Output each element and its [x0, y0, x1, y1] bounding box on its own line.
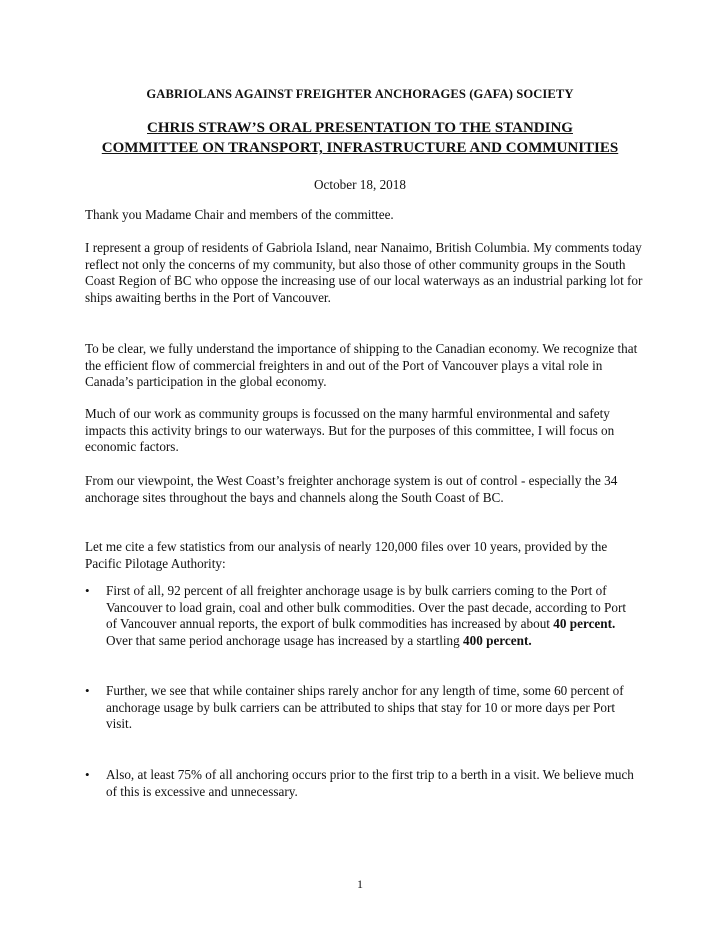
- page-number: 1: [357, 877, 363, 891]
- list-item-text: Further, we see that while container ships rarely anchor for any length of time, some 60 percent of anchorage usage by bulk carriers can be attributed to ships that stay for 10 or more days per Port visit.: [106, 683, 624, 732]
- paragraph-statistics-intro: Let me cite a few statistics from our analysis of nearly 120,000 files over 10 years, provided by the Pacific Pilotage Authority:: [85, 539, 608, 571]
- bullet-icon: •: [85, 683, 90, 698]
- bullet-icon: •: [85, 583, 90, 598]
- highlight-40-percent: 40 percent.: [553, 616, 616, 632]
- document-date: October 18, 2018: [314, 177, 406, 192]
- paragraph-introduction: I represent a group of residents of Gabriola Island, near Nanaimo, British Columbia. My comments today reflect not only the concerns of my community, but also those of other community groups in the South Coast Region of BC who oppose the increasing use of our local waterways as an industrial parking lot for ships awaiting berths in the Port of Vancouver.: [85, 240, 643, 305]
- paragraph-shipping-importance: To be clear, we fully understand the importance of shipping to the Canadian economy. We recognize that the efficient flow of commercial freighters in and out of the Port of Vancouver plays a vital role in Canada’s participation in the global economy.: [85, 341, 638, 390]
- paragraph-focus: Much of our work as community groups is focussed on the many harmful environmental and safety impacts this activity brings to our waterways. But for the purposes of this committee, I will focus on economic factors.: [85, 406, 615, 455]
- organization-heading: GABRIOLANS AGAINST FREIGHTER ANCHORAGES (GAFA) SOCIETY: [146, 87, 574, 101]
- paragraph-viewpoint: From our viewpoint, the West Coast’s freighter anchorage system is out of control - especially the 34 anchorage sites throughout the bays and channels along the South Coast of BC.: [85, 473, 618, 505]
- highlight-400-percent: 400 percent.: [463, 632, 532, 648]
- list-item-text: First of all, 92 percent of all freighter anchorage usage is by bulk carriers coming to the Port of Vancouver to load grain, coal and other bulk commodities. Over the past decade, according to Port of Vancouver annual reports, the export of bulk commodities has increased by about 40 percent. Over that same period anchorage usage has increased by a startling 400 percent.: [106, 583, 627, 648]
- title-line-1: CHRIS STRAW’S ORAL PRESENTATION TO THE STANDING: [147, 120, 573, 136]
- list-item-text: Also, at least 75% of all anchoring occurs prior to the first trip to a berth in a visit. We believe much of this is excessive and unnecessary.: [106, 767, 634, 799]
- bullet-icon: •: [85, 767, 90, 782]
- paragraph-greeting: Thank you Madame Chair and members of the committee.: [85, 207, 394, 222]
- title-line-2: COMMITTEE ON TRANSPORT, INFRASTRUCTURE AND COMMUNITIES: [101, 140, 619, 156]
- document-title: [40, 118, 680, 158]
